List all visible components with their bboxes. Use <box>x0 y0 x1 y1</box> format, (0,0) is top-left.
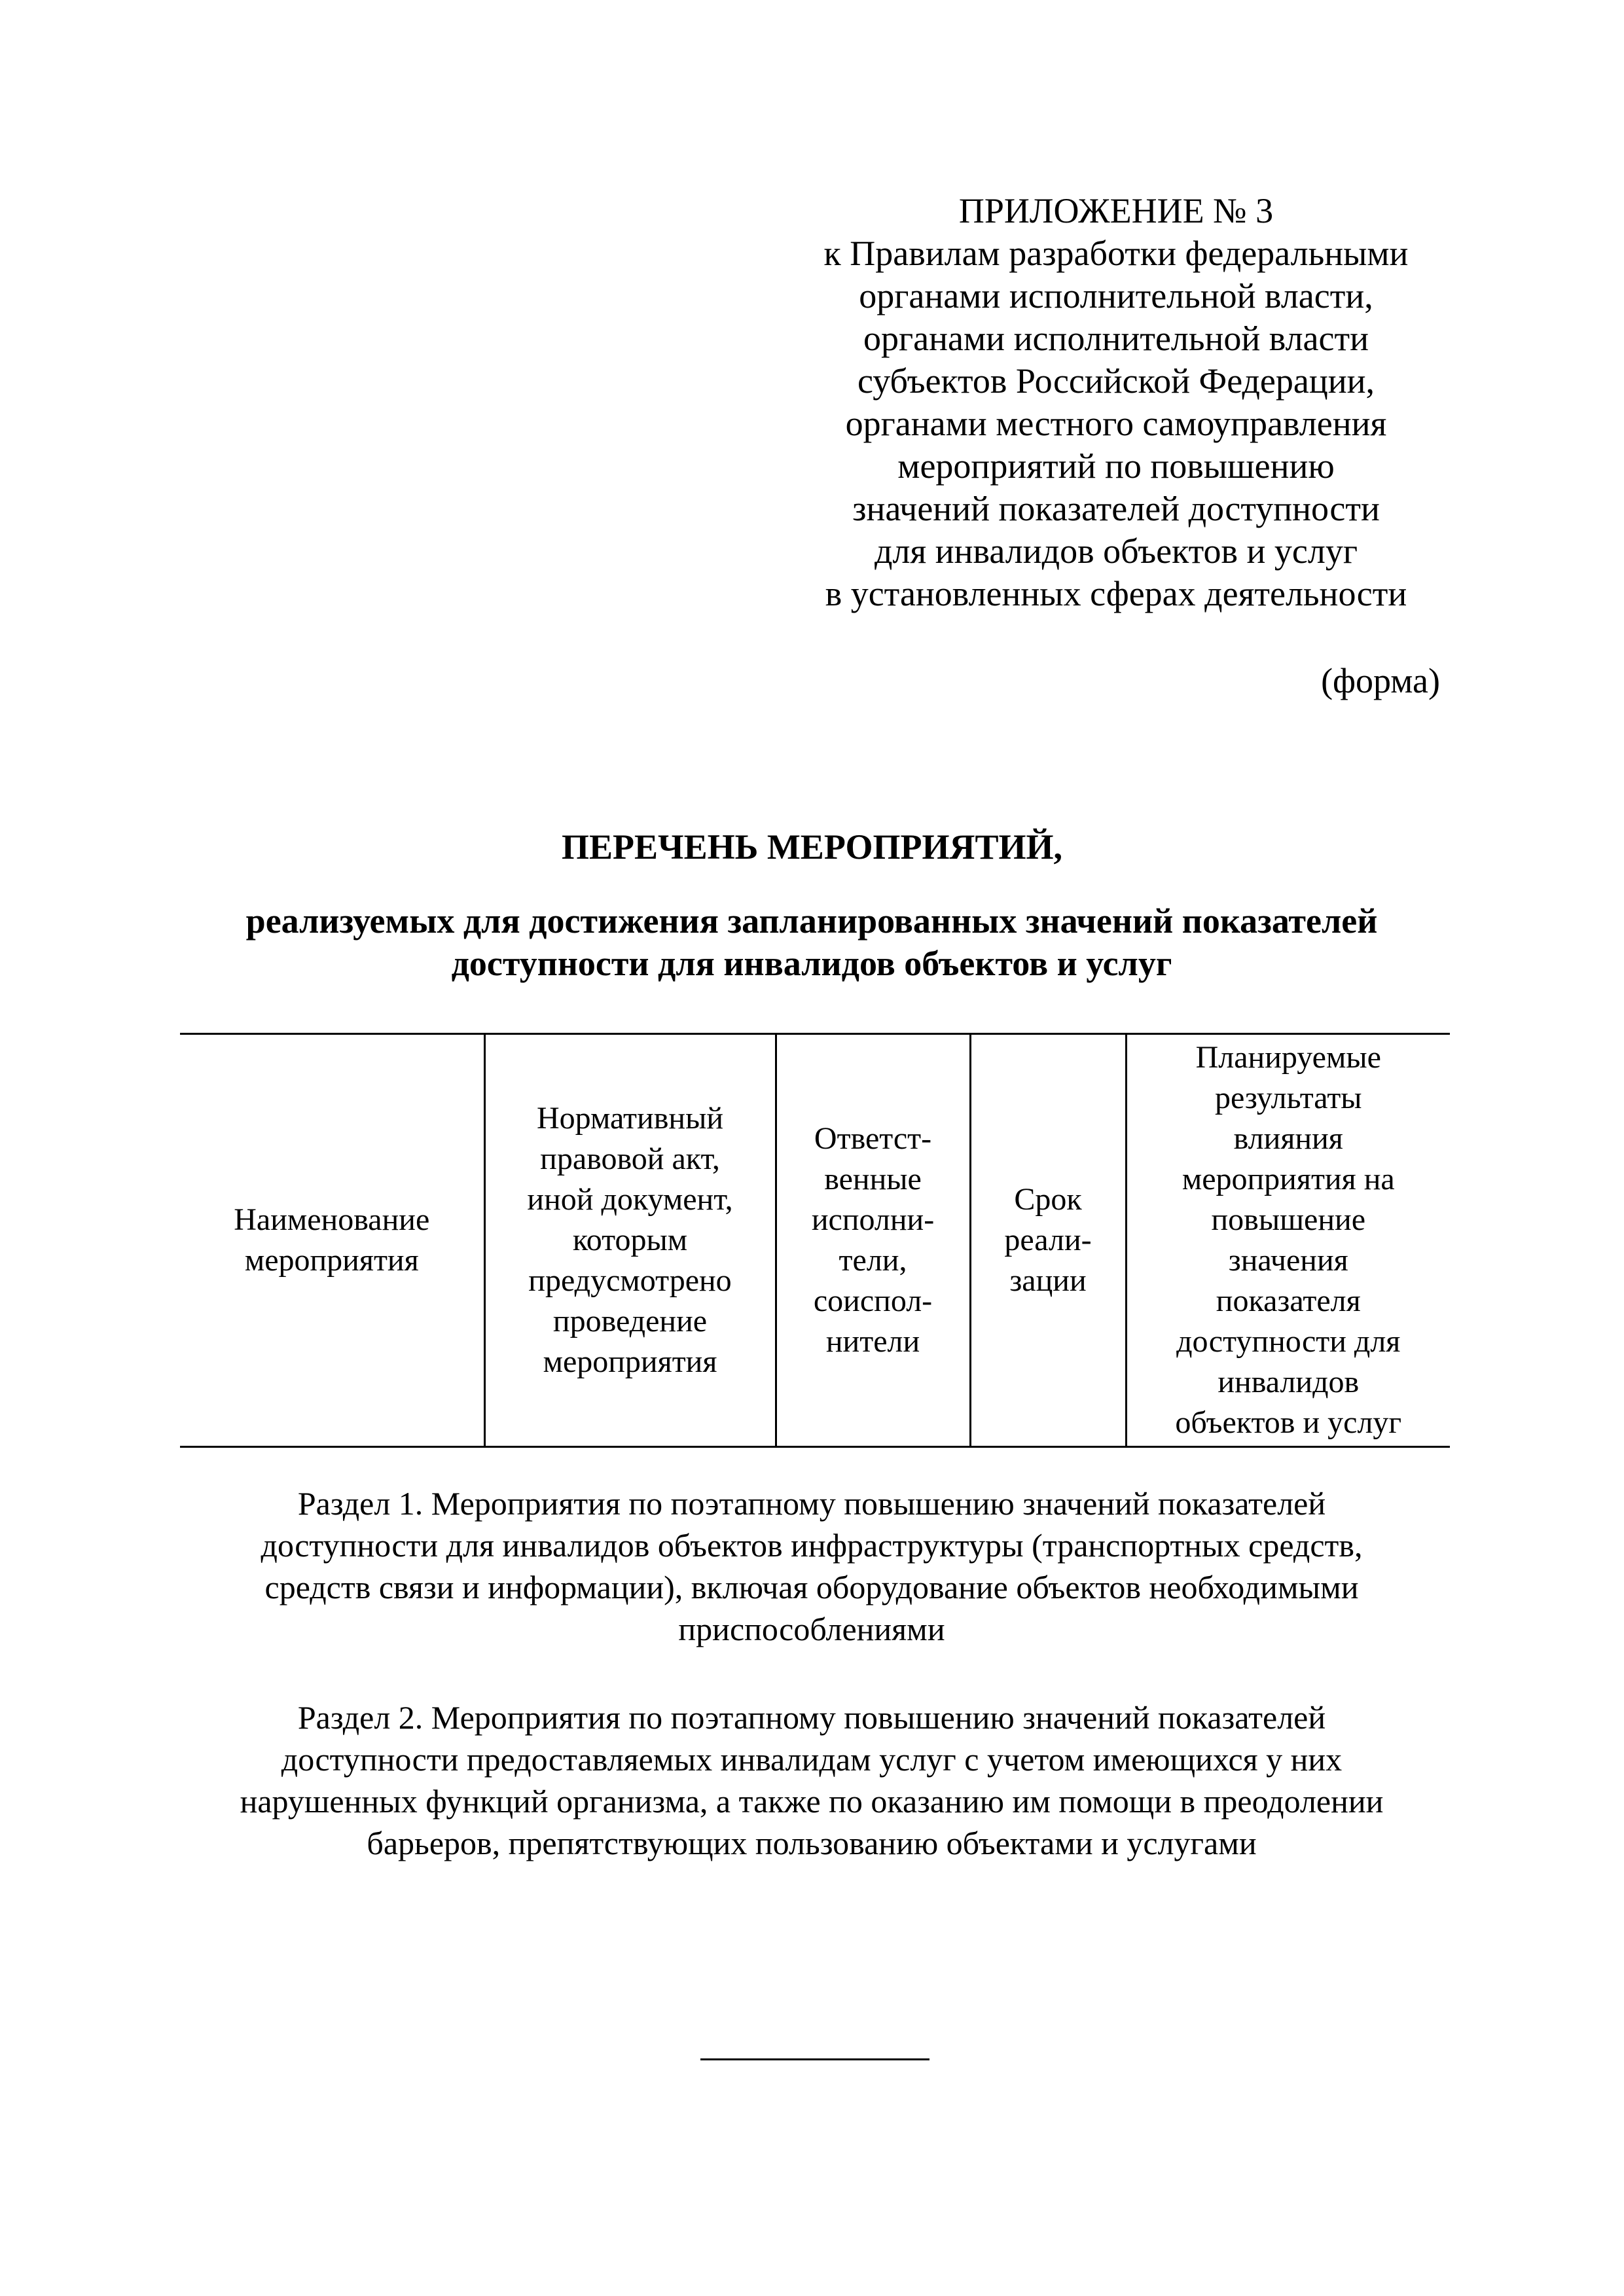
appendix-line: в установленных сферах деятельности <box>825 574 1407 613</box>
section-2-heading <box>131 1696 1492 1864</box>
section-line: нарушенных функций организма, а также по оказанию им помощи в преодолении <box>240 1783 1384 1820</box>
appendix-line: к Правилам разработки федеральными <box>823 234 1409 273</box>
column-header-planned-results: Планируемые результаты влияния мероприятия на повышение значения показателя доступности для инвалидов объектов и услуг <box>1126 1034 1450 1447</box>
appendix-number: ПРИЛОЖЕНИЕ № 3 <box>958 191 1274 230</box>
section-line: доступности для инвалидов объектов инфраструктуры (транспортных средств, <box>261 1527 1363 1564</box>
section-line: приспособлениями <box>678 1611 945 1647</box>
column-header-executors: Ответст- венные исполни- тели, соиспол- нители <box>776 1034 970 1447</box>
appendix-line: органами исполнительной власти, <box>859 276 1373 315</box>
column-header-legal-act: Нормативный правовой акт, иной документ, которым предусмотрено проведение мероприятия <box>484 1034 776 1447</box>
form-label: (форма) <box>1321 661 1440 700</box>
column-header-deadline: Срок реали- зации <box>970 1034 1126 1447</box>
section-line: Раздел 2. Мероприятия по поэтапному повышению значений показателей <box>297 1699 1326 1736</box>
appendix-line: значений показателей доступности <box>852 489 1380 528</box>
table-header-row <box>180 1034 1450 1447</box>
appendix-line: органами исполнительной власти <box>863 319 1369 358</box>
section-line: барьеров, препятствующих пользованию объектами и услугами <box>367 1825 1257 1861</box>
appendix-line: мероприятий по повышению <box>897 446 1335 486</box>
section-line: средств связи и информации), включая оборудование объектов необходимыми <box>264 1569 1359 1605</box>
section-line: Раздел 1. Мероприятия по поэтапному повышению значений показателей <box>297 1485 1326 1522</box>
subtitle-line: реализуемых для достижения запланированных значений показателей <box>245 901 1378 941</box>
section-1-heading <box>131 1482 1492 1650</box>
column-header-name: Наименование мероприятия <box>180 1034 484 1447</box>
appendix-line: субъектов Российской Федерации, <box>857 361 1375 401</box>
section-line: доступности предоставляемых инвалидам услуг с учетом имеющихся у них <box>281 1741 1343 1778</box>
appendix-line: для инвалидов объектов и услуг <box>875 531 1358 571</box>
events-table <box>180 1033 1450 1448</box>
appendix-line: органами местного самоуправления <box>845 404 1387 443</box>
appendix-header <box>766 190 1466 615</box>
document-subtitle <box>131 900 1492 985</box>
document-title: ПЕРЕЧЕНЬ МЕРОПРИЯТИЙ, <box>561 827 1063 867</box>
subtitle-line: доступности для инвалидов объектов и услуг <box>451 944 1172 983</box>
footer-divider <box>700 2058 929 2060</box>
